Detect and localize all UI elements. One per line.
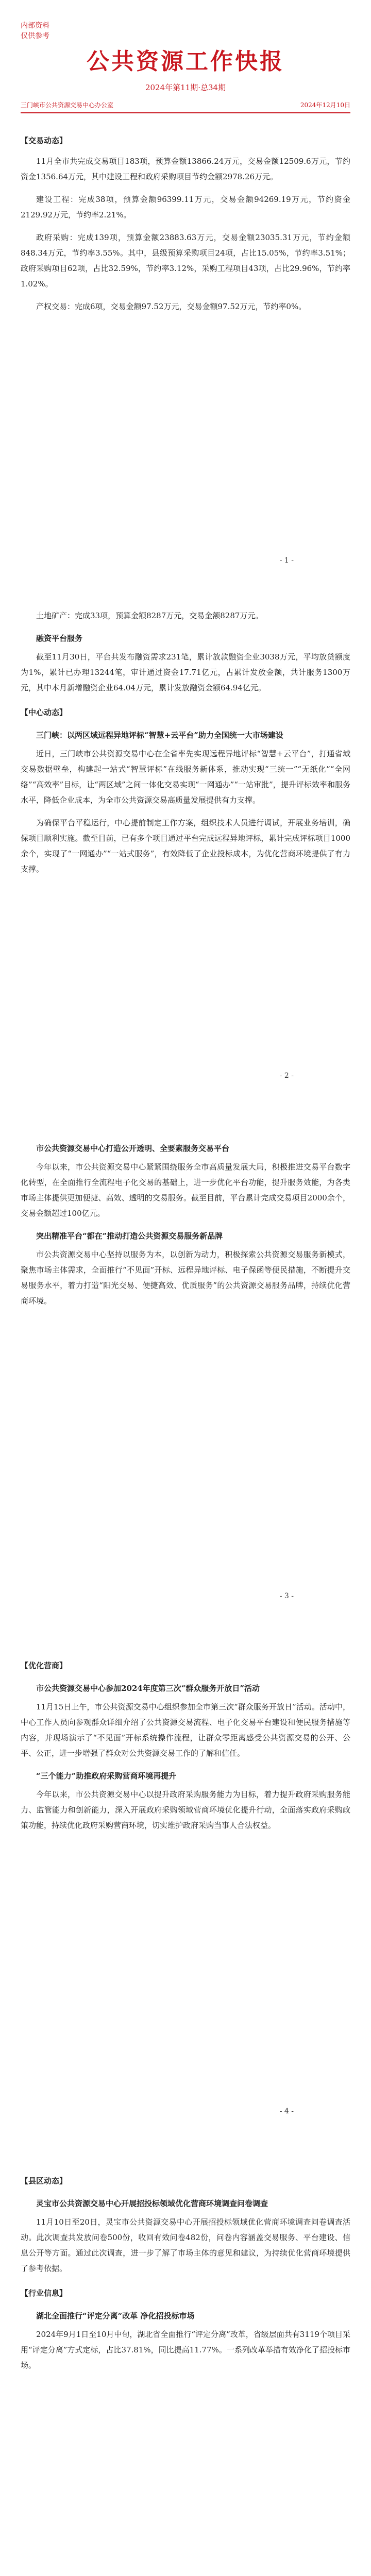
masthead (21, 21, 350, 113)
paragraph: 市公共资源交易中心坚持以服务为本，以创新为动力，积极探索公共资源交易服务新模式，聚焦市场主体需求，全面推行“不见面”开标、远程异地评标、电子保函等便民措施，不断提升交易服务水平，着力打造“阳光交易、便捷高效、优质服务”的公共资源交易服务品牌，持续优化营商环境。 (21, 1250, 350, 1306)
paragraph: 今年以来，市公共资源交易中心紧紧围绕服务全市高质量发展大局，积极推进交易平台数字化转型，在全面推行全流程电子化交易的基础上，进一步优化平台功能，提升服务效能，为各类市场主体提供更加便捷、高效、透明的交易服务。截至目前，平台累计完成交易项目2000余个，交易金额超过100亿元。 (21, 1162, 350, 1218)
paragraph: 2024年9月1日至10月中旬，湖北省全面推行“评定分离”改革，省级层面共有3119个项目采用“评定分离”方式定标，占比37.81%，同比提高11.77%。一系列改革举措有效净化了招投标市场。 (21, 2330, 350, 2370)
subsection-title: 市公共资源交易中心打造公开透明、全要素服务交易平台 (36, 1144, 230, 1153)
subsection-title: 突出精准平台“都在”推动打造公共资源交易服务新品牌 (36, 1231, 223, 1241)
issuing-org: 三门峡市公共资源交易中心办公室 (21, 101, 114, 109)
subsection-title: “三个能力”助推政府采购营商环境再提升 (36, 1771, 177, 1781)
subsection-title: 三门峡：以两区域远程异地评标“智慧+云平台”助力全国统一大市场建设 (36, 731, 283, 740)
subsection-title: 市公共资源交易中心参加2024年度第三次“群众服务开放日”活动 (36, 1684, 260, 1693)
paragraph: 近日，三门峡市公共资源交易中心在全省率先实现远程异地评标“智慧+云平台”，打通省域交易数据壁垒，构建起一站式“智慧评标”在线服务新体系，推动实现“三统一”“无纸化”“全网络”“高效率”目标，让“两区域”之间一体化交易实现“一网通办”“一站审批”，提升评标效率和服务水平，降低企业成本，为全市公共资源交易高质量发展提供有力支撑。 (21, 749, 350, 805)
page-5 (21, 2164, 350, 2380)
paragraph: 为确保平台平稳运行，中心提前制定工作方案，组织技术人员进行调试，开展业务培训，确保项目顺利实施。截至目前，已有多个项目通过平台完成远程异地评标，累计完成评标项目1000余个，实现了“一网通办”“一站式服务”，有效降低了企业投标成本，为优化营商环境提供了有力支撑。 (21, 818, 350, 874)
paragraph: 11月全市共完成交易项目183项，预算金额13866.24万元，交易金额12509.6万元，节约资金1356.64万元，其中建设工程和政府采购项目节约金额2978.26万元。 (21, 157, 350, 181)
paragraph: 建设工程：完成38项，预算金额96399.11万元，交易金额94269.19万元，节约资金2129.92万元，节约率2.21%。 (21, 195, 350, 219)
section-title-county: 【县区动态】 (21, 2176, 68, 2185)
paragraph: 产权交易：完成6项，交易金额97.52万元，交易金额97.52万元，节约率0%。 (36, 302, 307, 311)
subsection-title: 灵宝市公共资源交易中心开展招投标领域优化营商环境调查问卷调查 (36, 2199, 268, 2208)
trading-section (21, 124, 350, 321)
masthead-meta (21, 100, 350, 110)
subsection-title: 融资平台服务 (36, 634, 83, 643)
section-title-center: 【中心动态】 (21, 708, 68, 717)
issue-date: 2024年12月10日 (300, 101, 350, 109)
page-4 (21, 1649, 350, 1840)
page-3 (21, 1133, 350, 1316)
section-title-trading: 【交易动态】 (21, 136, 68, 145)
paragraph: 政府采购：完成139项，预算金额23883.63万元，交易金额23035.31万元，节约金额848.34万元，节约率3.55%。其中，县级预算采购项目24项，占比15.05%，节约率3.51%；政府采购项目62项，占比32.59%，节约率3.12%，采购工程项目43项，占比29.96%，节约率1.02%。 (21, 233, 350, 289)
section-title-business: 【优化营商】 (21, 1661, 68, 1670)
internal-tag: 内部资料 (21, 22, 49, 30)
masthead-divider (21, 112, 350, 113)
publication-title: 公共资源工作快报 (87, 48, 284, 75)
paragraph: 11月15日上午，市公共资源交易中心组织参加全市第三次“群众服务开放日”活动。活动中，中心工作人员向参观群众详细介绍了公共资源交易流程、电子化交易平台建设和便民服务措施等内容，并现场演示了“不见面”开标系统操作流程，让群众零距离感受公共资源交易的公开、公平、公正，进一步增强了群众对公共资源交易工作的了解和信任。 (21, 1702, 350, 1758)
paragraph: 土地矿产：完成33项，预算金额8287万元，交易金额8287万元。 (36, 611, 263, 620)
paragraph: 截至11月30日，平台共发布融资需求231笔，累计放款融资企业3038万元，平均放贷额度为1%，累计已办理13244笔，审计通过资金17.71亿元，占累计发放金额，共计服务1300万元，其中本月新增融资企业64.04万元，累计发放融资金额64.94亿元。 (21, 652, 350, 692)
issue-number: 2024年第11期·总34期 (145, 83, 226, 92)
section-title-industry: 【行业信息】 (21, 2289, 68, 2298)
page-2 (21, 608, 350, 884)
subsection-title: 湖北全面推行“评定分离”改革 净化招投标市场 (36, 2311, 195, 2320)
paragraph: 11月10日至20日，灵宝市公共资源交易中心开展招投标领域优化营商环境调查问卷调查活动。此次调查共发放问卷500份，收回有效问卷482份，问卷内容涵盖交易服务、平台建设、信息公开等方面。通过此次调查，进一步了解了市场主体的意见和建议，为持续优化营商环境提供了参考依据。 (21, 2217, 350, 2273)
reference-tag: 仅供参考 (21, 32, 49, 40)
paragraph: 今年以来，市公共资源交易中心以提升政府采购服务能力为目标，着力提升政府采购服务能力、监管能力和创新能力，深入开展政府采购领域营商环境优化提升行动，全面落实政府采购政策功能，持续优化政府采购营商环境，切实维护政府采购当事人合法权益。 (21, 1790, 350, 1830)
